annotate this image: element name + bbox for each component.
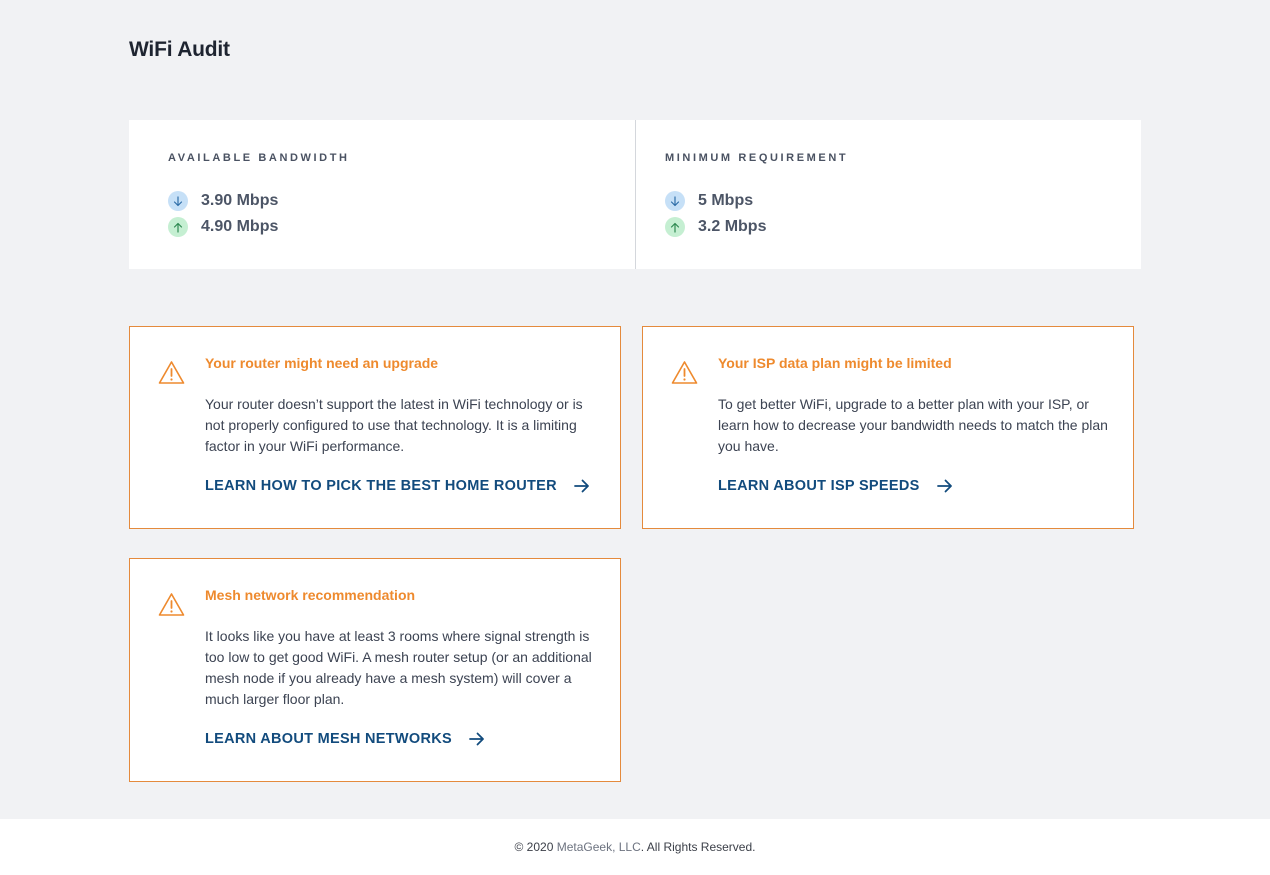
copyright-prefix: © 2020	[514, 840, 557, 854]
minimum-requirement-section	[635, 120, 1141, 269]
warning-icon	[158, 360, 185, 385]
minimum-upload-row	[665, 217, 766, 237]
minimum-upload-value: 3.2 Mbps	[698, 218, 767, 235]
card-body: Your router doesn’t support the latest in WiFi technology or is not properly configured to use that technology. It is a limiting factor in your WiFi performance.	[205, 396, 583, 454]
card-link-label: LEARN HOW TO PICK THE BEST HOME ROUTER	[205, 478, 557, 494]
copyright-suffix: . All Rights Reserved.	[640, 840, 756, 854]
card-link-label: LEARN ABOUT MESH NETWORKS	[205, 731, 453, 747]
available-upload-value: 4.90 Mbps	[201, 218, 279, 235]
isp-speeds-link[interactable]	[718, 478, 954, 494]
router-upgrade-card	[129, 326, 621, 529]
minimum-download-row	[665, 191, 753, 211]
card-title: Your ISP data plan might be limited	[718, 355, 952, 371]
mesh-network-card	[129, 558, 621, 782]
card-body: To get better WiFi, upgrade to a better plan with your ISP, or learn how to decrease your bandwidth needs to match the plan you have.	[718, 396, 1108, 454]
available-download-value: 3.90 Mbps	[201, 192, 279, 209]
arrow-up-icon	[665, 217, 685, 237]
arrow-down-icon	[168, 191, 188, 211]
mesh-networks-link[interactable]	[205, 731, 486, 747]
arrow-down-icon	[665, 191, 685, 211]
footer	[0, 819, 1270, 875]
company-link[interactable]: MetaGeek, LLC	[556, 840, 641, 854]
arrow-up-icon	[168, 217, 188, 237]
pick-router-link[interactable]	[205, 478, 591, 494]
card-title: Mesh network recommendation	[205, 587, 416, 603]
arrow-right-icon	[573, 478, 591, 494]
card-title: Your router might need an upgrade	[205, 355, 439, 371]
available-upload-row	[168, 217, 278, 237]
available-download-row	[168, 191, 278, 211]
minimum-download-value: 5 Mbps	[698, 192, 754, 209]
bandwidth-panel	[129, 120, 1141, 269]
warning-icon	[158, 592, 185, 617]
warning-icon	[671, 360, 698, 385]
arrow-right-icon	[468, 731, 486, 747]
available-bandwidth-heading: AVAILABLE BANDWIDTH	[168, 152, 350, 164]
available-bandwidth-section	[129, 120, 635, 269]
page-title: WiFi Audit	[129, 38, 230, 61]
card-link-label: LEARN ABOUT ISP SPEEDS	[718, 478, 920, 494]
arrow-right-icon	[936, 478, 954, 494]
minimum-requirement-heading: MINIMUM REQUIREMENT	[665, 152, 849, 164]
card-body: It looks like you have at least 3 rooms where signal strength is too low to get good WiFi. A mesh router setup (or an additional mesh node if you already have a mesh system) will cover a much larger floor plan.	[205, 628, 592, 707]
isp-plan-card	[642, 326, 1134, 529]
